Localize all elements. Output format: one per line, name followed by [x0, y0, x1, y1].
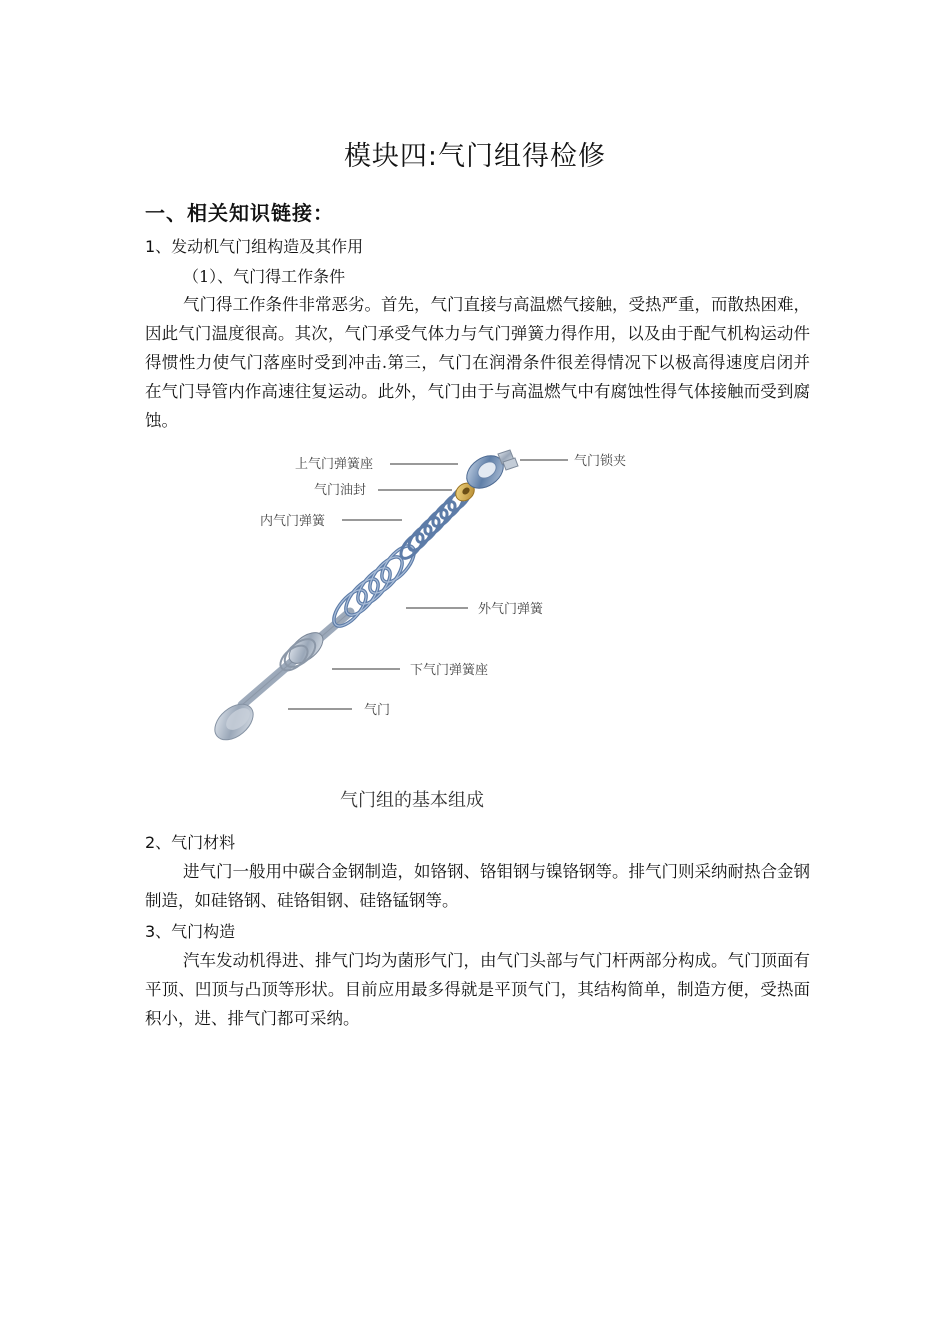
paragraph-working-conditions: 气门得工作条件非常恶劣。首先，气门直接与高温燃气接触，受热严重，而散热困难，因此气门温度很高。其次，气门承受气体力与气门弹簧力得作用，以及由于配气机构运动件得惯性力使气门落座时受到冲击.第三，气门在润滑条件很差得情况下以极高得速度启闭并在气门导管内作高速往复运动。此外，气门由于与高温燃气中有腐蚀性得气体接触而受到腐蚀。 [145, 295, 810, 430]
valve-part [208, 612, 350, 747]
paragraph-valve-structure: 汽车发动机得进、排气门均为菌形气门，由气门头部与气门杆两部分构成。气门顶面有平顶、凹顶与凸顶等形状。目前应用最多得就是平顶气门，其结构简单，制造方便，受热面积小，进、排气门都可采纳。 [145, 951, 810, 1028]
item-heading: （1）、气门得工作条件 [183, 267, 346, 286]
valve-assembly-illustration [200, 440, 670, 820]
label-oil-seal: 气门油封 [314, 483, 367, 498]
label-upper-spring-seat: 上气门弹簧座 [295, 457, 374, 472]
page-title: 模块四:气门组得检修 [343, 141, 607, 172]
label-outer-spring: 外气门弹簧 [478, 602, 544, 617]
paragraph-valve-material: 进气门一般用中碳合金钢制造，如铬钢、铬钼钢与镍铬钢等。排气门则采纳耐热合金钢制造，如硅铬钢、硅铬钼钢、硅铬锰钢等。 [145, 862, 810, 910]
label-lower-spring-seat: 下气门弹簧座 [410, 663, 489, 678]
valve-assembly-figure [200, 440, 670, 820]
subsection-heading-3: 3、气门构造 [145, 922, 236, 941]
section-heading: 一、相关知识链接： [145, 201, 334, 225]
subsection-heading-1: 1、发动机气门组构造及其作用 [145, 237, 364, 256]
figure-caption: 气门组的基本组成 [340, 790, 484, 811]
label-valve-lock: 气门锁夹 [574, 454, 627, 469]
label-inner-spring: 内气门弹簧 [260, 514, 326, 529]
label-valve: 气门 [364, 703, 391, 718]
subsection-heading-2: 2、气门材料 [145, 833, 236, 852]
